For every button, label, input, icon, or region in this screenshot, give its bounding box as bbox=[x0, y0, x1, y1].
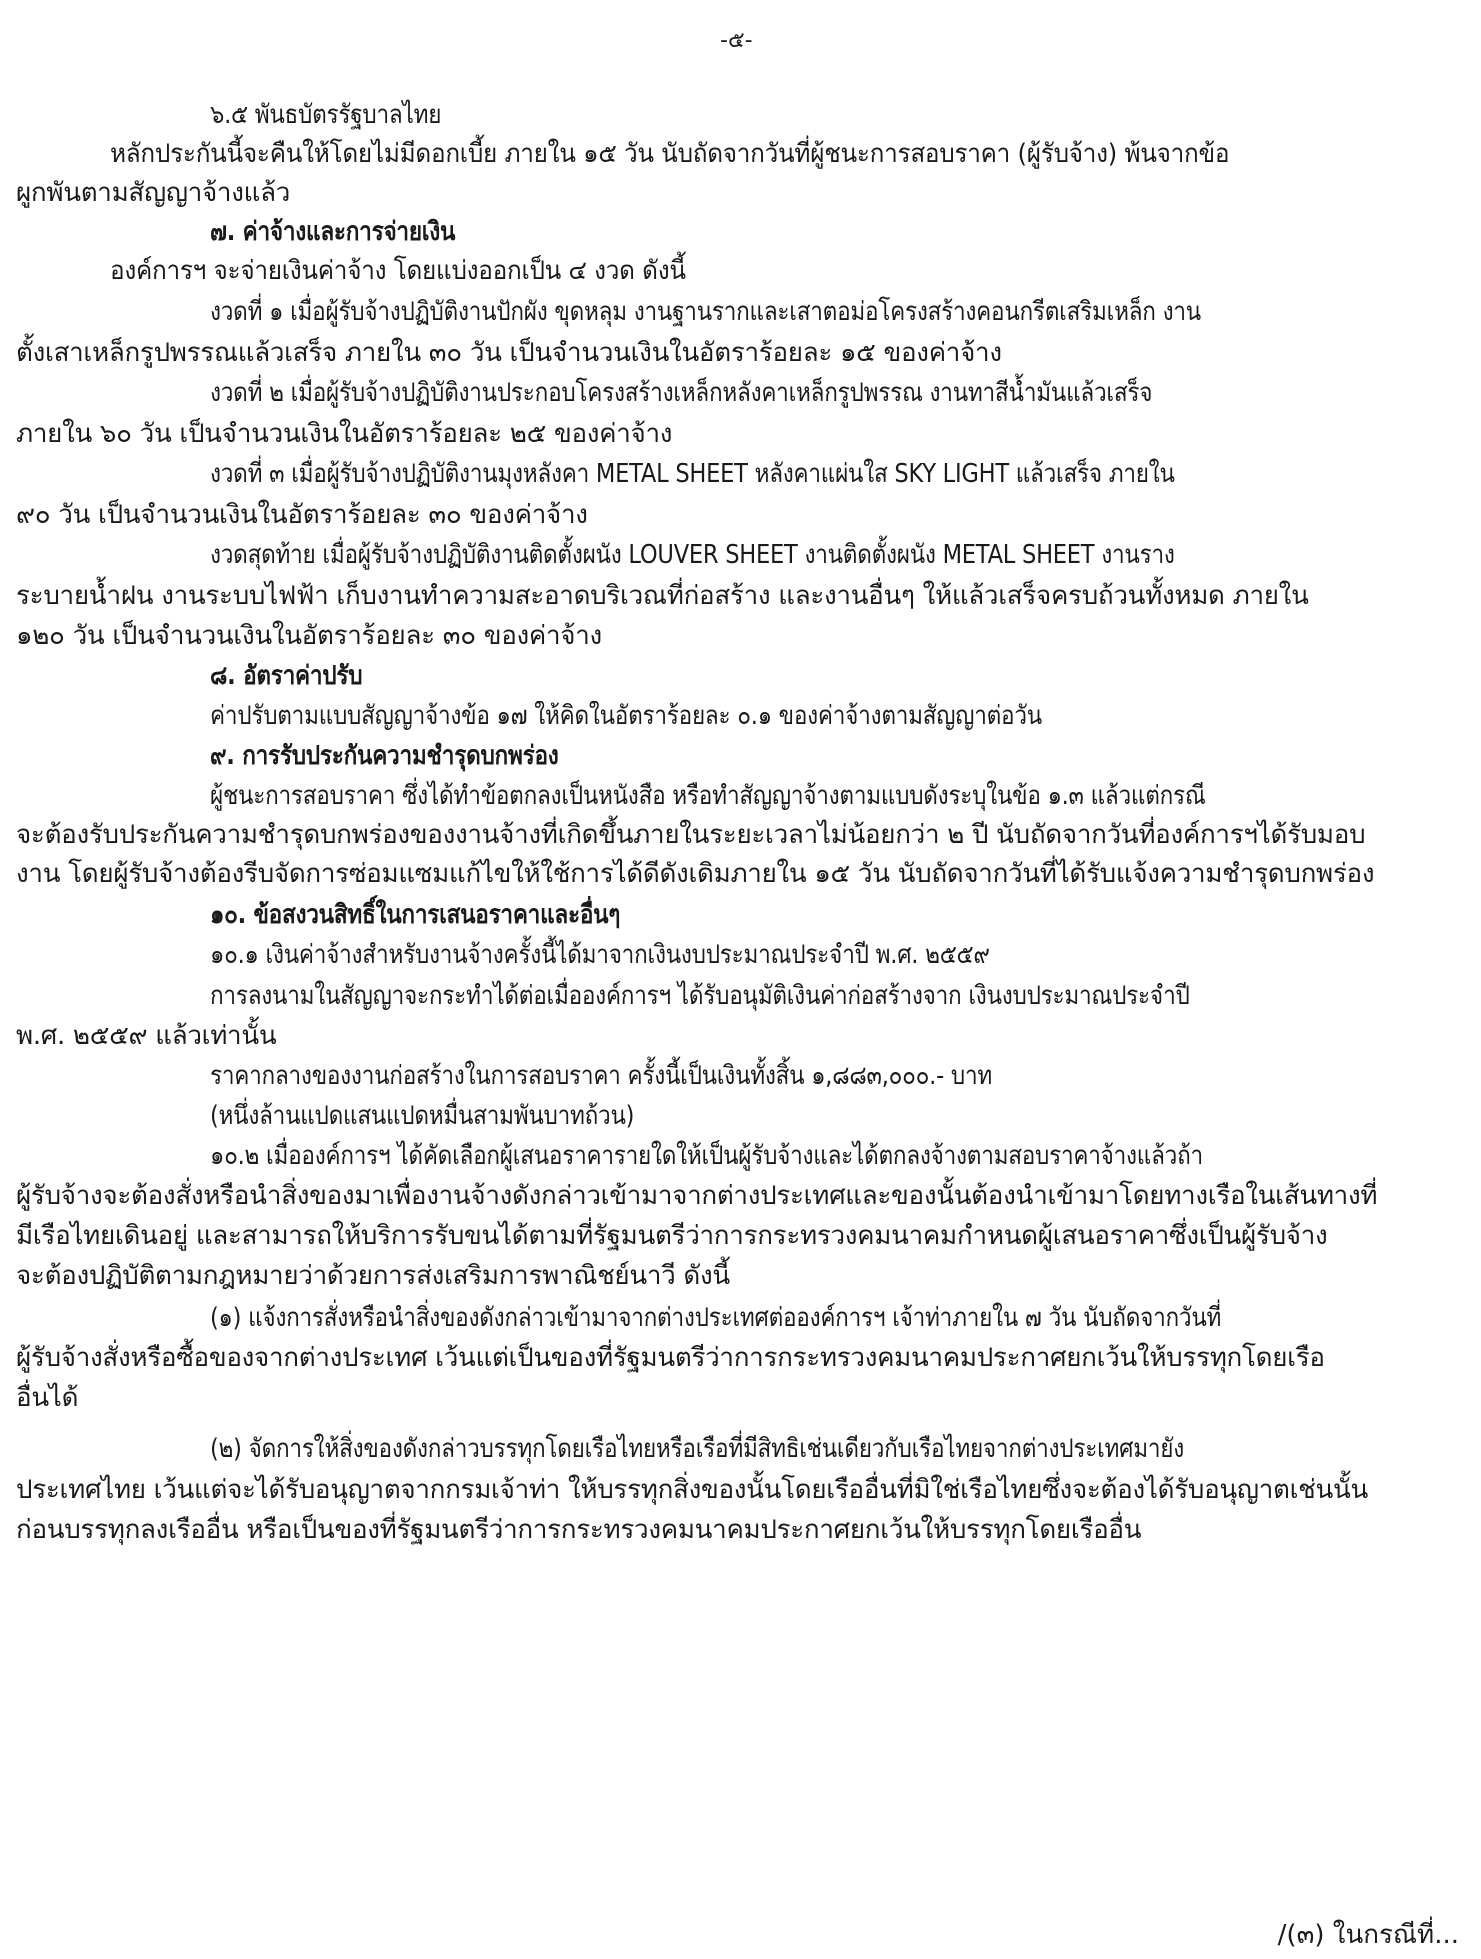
text-line: หลักประกันนี้จะคืนให้โดยไม่มีดอกเบี้ย ภายใน ๑๕ วัน นับถัดจากวันที่ผู้ชนะการสอบราคา (ผู้รับจ้าง) พ้นจากข้อ bbox=[110, 139, 1230, 169]
page-number: -๕- bbox=[720, 28, 753, 53]
text-line: พ.ศ. ๒๕๕๙ แล้วเท่านั้น bbox=[16, 1021, 277, 1051]
text-line: ค่าปรับตามแบบสัญญาจ้างข้อ ๑๗ ให้คิดในอัตราร้อยละ ๐.๑ ของค่าจ้างตามสัญญาต่อวัน bbox=[210, 701, 1042, 731]
section-heading: ๗. ค่าจ้างและการจ่ายเงิน bbox=[210, 217, 456, 247]
text-line: การลงนามในสัญญาจะกระทำได้ต่อเมื่อองค์การฯ ได้รับอนุมัติเงินค่าก่อสร้างจาก เงินงบประมาณประจำปี bbox=[210, 981, 1190, 1011]
text-line: จะต้องปฏิบัติตามกฎหมายว่าด้วยการส่งเสริมการพาณิชย์นาวี ดังนี้ bbox=[16, 1261, 730, 1291]
text-line: ผู้รับจ้างจะต้องสั่งหรือนำสิ่งของมาเพื่องานจ้างดังกล่าวเข้ามาจากต่างประเทศและของนั้นต้องนำเข้ามาโดยทางเรือในเส้นทางที่ bbox=[16, 1181, 1378, 1211]
text-line: งวดสุดท้าย เมื่อผู้รับจ้างปฏิบัติงานติดตั้งผนัง LOUVER SHEET งานติดตั้งผนัง METAL SHEET งานราง bbox=[210, 540, 1175, 570]
text-line: ประเทศไทย เว้นแต่จะได้รับอนุญาตจากกรมเจ้าท่า ให้บรรทุกสิ่งของนั้นโดยเรืออื่นที่มิใช่เรือไทยซึ่งจะต้องได้รับอนุญาตเช่นนั้น bbox=[16, 1475, 1368, 1505]
text-line: ๑๐.๒ เมื่อองค์การฯ ได้คัดเลือกผู้เสนอราคารายใดให้เป็นผู้รับจ้างและได้ตกลงจ้างตามสอบราคาจ้างแล้วถ้า bbox=[210, 1141, 1203, 1171]
text-line: ตั้งเสาเหล็กรูปพรรณแล้วเสร็จ ภายใน ๓๐ วัน เป็นจำนวนเงินในอัตราร้อยละ ๑๕ ของค่าจ้าง bbox=[16, 338, 1002, 368]
text-line: (๑) แจ้งการสั่งหรือนำสิ่งของดังกล่าวเข้ามาจากต่างประเทศต่อองค์การฯ เจ้าท่าภายใน ๗ วัน นับถัดจากวันที่ bbox=[210, 1303, 1222, 1333]
text-line: จะต้องรับประกันความชำรุดบกพร่องของงานจ้างที่เกิดขึ้นภายในระยะเวลาไม่น้อยกว่า ๒ ปี นับถัดจากวันที่องค์การฯได้รับมอบ bbox=[16, 820, 1366, 850]
text-line: อื่นได้ bbox=[16, 1383, 79, 1413]
continuation-note: /(๓) ในกรณีที่... bbox=[1277, 1920, 1459, 1950]
text-line: ๙๐ วัน เป็นจำนวนเงินในอัตราร้อยละ ๓๐ ของค่าจ้าง bbox=[16, 500, 588, 530]
text-line: องค์การฯ จะจ่ายเงินค่าจ้าง โดยแบ่งออกเป็น ๔ งวด ดังนี้ bbox=[110, 256, 686, 286]
text-line: ๑๐.๑ เงินค่าจ้างสำหรับงานจ้างครั้งนี้ได้มาจากเงินงบประมาณประจำปี พ.ศ. ๒๕๕๙ bbox=[210, 940, 990, 970]
text-line: ผู้รับจ้างสั่งหรือซื้อของจากต่างประเทศ เว้นแต่เป็นของที่รัฐมนตรีว่าการกระทรวงคมนาคมประกาศยกเว้นให้บรรทุกโดยเรือ bbox=[16, 1343, 1325, 1373]
text-line: (หนึ่งล้านแปดแสนแปดหมื่นสามพันบาทถ้วน) bbox=[210, 1101, 635, 1131]
text-line: มีเรือไทยเดินอยู่ และสามารถให้บริการรับขนได้ตามที่รัฐมนตรีว่าการกระทรวงคมนาคมกำหนดผู้เสนอราคาซึ่งเป็นผู้รับจ้าง bbox=[16, 1221, 1328, 1251]
text-line: ระบายน้ำฝน งานระบบไฟฟ้า เก็บงานทำความสะอาดบริเวณที่ก่อสร้าง และงานอื่นๆ ให้แล้วเสร็จครบถ้วนทั้งหมด ภายใน bbox=[16, 581, 1309, 611]
text-line: ก่อนบรรทุกลงเรืออื่น หรือเป็นของที่รัฐมนตรีว่าการกระทรวงคมนาคมประกาศยกเว้นให้บรรทุกโดยเรืออื่น bbox=[16, 1515, 1142, 1545]
text-line: ภายใน ๖๐ วัน เป็นจำนวนเงินในอัตราร้อยละ ๒๕ ของค่าจ้าง bbox=[16, 419, 673, 449]
section-heading: ๑๐. ข้อสงวนสิทธิ์ในการเสนอราคาและอื่นๆ bbox=[210, 900, 621, 930]
section-heading: ๘. อัตราค่าปรับ bbox=[210, 661, 363, 691]
text-line: ผู้ชนะการสอบราคา ซึ่งได้ทำข้อตกลงเป็นหนังสือ หรือทำสัญญาจ้างตามแบบดังระบุในข้อ ๑.๓ แล้วแต่กรณี bbox=[210, 781, 1206, 811]
text-line: ราคากลางของงานก่อสร้างในการสอบราคา ครั้งนี้เป็นเงินทั้งสิ้น ๑,๘๘๓,๐๐๐.- บาท bbox=[210, 1061, 992, 1091]
text-line: งวดที่ ๒ เมื่อผู้รับจ้างปฏิบัติงานประกอบโครงสร้างเหล็กหลังคาเหล็กรูปพรรณ งานทาสีน้ำมันแล้วเสร็จ bbox=[210, 378, 1153, 408]
text-line: ๑๒๐ วัน เป็นจำนวนเงินในอัตราร้อยละ ๓๐ ของค่าจ้าง bbox=[16, 621, 602, 651]
text-line: งวดที่ ๑ เมื่อผู้รับจ้างปฏิบัติงานปักผัง ขุดหลุม งานฐานรากและเสาตอม่อโครงสร้างคอนกรีตเสริมเหล็ก งาน bbox=[210, 297, 1201, 327]
section-heading: ๙. การรับประกันความชำรุดบกพร่อง bbox=[210, 741, 559, 771]
text-line: ผูกพันตามสัญญาจ้างแล้ว bbox=[16, 178, 291, 208]
text-line: (๒) จัดการให้สิ่งของดังกล่าวบรรทุกโดยเรือไทยหรือเรือที่มีสิทธิเช่นเดียวกับเรือไทยจากต่างประเทศมายัง bbox=[210, 1434, 1185, 1464]
text-line: งาน โดยผู้รับจ้างต้องรีบจัดการซ่อมแซมแก้ไขให้ใช้การได้ดีดังเดิมภายใน ๑๕ วัน นับถัดจากวันที่ได้รับแจ้งความชำรุดบกพร่อง bbox=[16, 859, 1375, 889]
text-line: ๖.๕ พันธบัตรรัฐบาลไทย bbox=[210, 100, 442, 130]
text-line: งวดที่ ๓ เมื่อผู้รับจ้างปฏิบัติงานมุงหลังคา METAL SHEET หลังคาแผ่นใส SKY LIGHT แล้วเสร็จ ภายใน bbox=[210, 459, 1175, 489]
